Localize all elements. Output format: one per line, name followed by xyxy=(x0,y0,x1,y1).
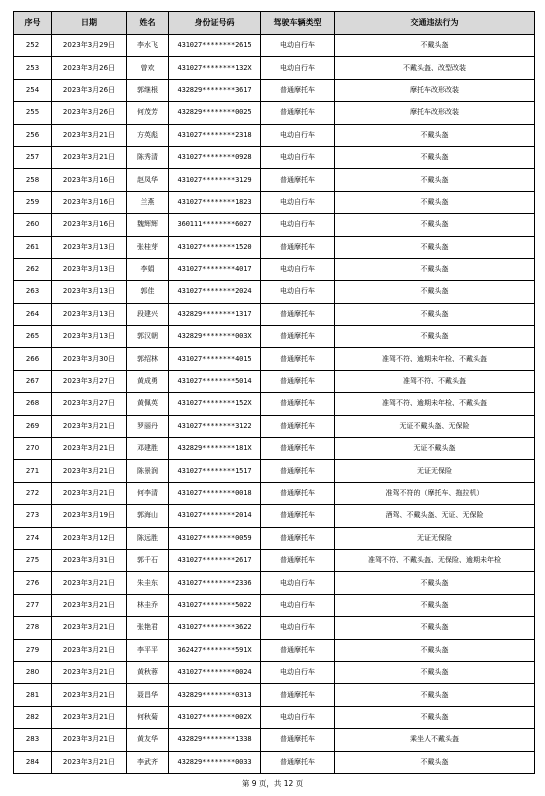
cell-id-number: 431027********1517 xyxy=(169,460,261,482)
cell-id-number: 432829********003X xyxy=(169,326,261,348)
cell-seq: 266 xyxy=(14,348,52,370)
cell-vehicle-type: 电动自行车 xyxy=(261,594,335,616)
cell-id-number: 432829********0033 xyxy=(169,751,261,773)
cell-seq: 255 xyxy=(14,102,52,124)
cell-vehicle-type: 普通摩托车 xyxy=(261,102,335,124)
cell-name: 朱圭东 xyxy=(127,572,169,594)
table-row xyxy=(14,572,535,594)
cell-violation: 无证无保险 xyxy=(335,460,535,482)
cell-id-number: 431027********1823 xyxy=(169,191,261,213)
cell-vehicle-type: 普通摩托车 xyxy=(261,326,335,348)
cell-vehicle-type: 电动自行车 xyxy=(261,191,335,213)
cell-vehicle-type: 电动自行车 xyxy=(261,146,335,168)
cell-date: 2023年3月26日 xyxy=(52,57,127,79)
cell-name: 郭海山 xyxy=(127,505,169,527)
table-row xyxy=(14,549,535,571)
cell-violation: 无证不戴头盔、无保险 xyxy=(335,415,535,437)
cell-violation: 不戴头盔 xyxy=(335,661,535,683)
page-footer: 第 9 页，共 12 页 xyxy=(241,779,304,788)
cell-seq: 257 xyxy=(14,146,52,168)
cell-violation: 摩托车改形改装 xyxy=(335,102,535,124)
cell-date: 2023年3月19日 xyxy=(52,505,127,527)
header-date: 日期 xyxy=(52,12,127,35)
table-row xyxy=(14,169,535,191)
cell-vehicle-type: 普通摩托车 xyxy=(261,505,335,527)
header-row xyxy=(14,12,535,35)
cell-seq: 256 xyxy=(14,124,52,146)
table-row xyxy=(14,258,535,280)
cell-id-number: 431027********3622 xyxy=(169,617,261,639)
cell-violation: 不戴头盔 xyxy=(335,146,535,168)
cell-violation: 不戴头盔 xyxy=(335,35,535,57)
table-row xyxy=(14,706,535,728)
table-row xyxy=(14,751,535,773)
cell-seq: 278 xyxy=(14,617,52,639)
cell-id-number: 431027********002X xyxy=(169,706,261,728)
cell-date: 2023年3月21日 xyxy=(52,684,127,706)
cell-date: 2023年3月30日 xyxy=(52,348,127,370)
cell-id-number: 431027********3122 xyxy=(169,415,261,437)
cell-seq: 275 xyxy=(14,549,52,571)
cell-seq: 253 xyxy=(14,57,52,79)
cell-date: 2023年3月21日 xyxy=(52,124,127,146)
cell-date: 2023年3月21日 xyxy=(52,729,127,751)
cell-id-number: 431027********152X xyxy=(169,393,261,415)
cell-vehicle-type: 电动自行车 xyxy=(261,214,335,236)
cell-vehicle-type: 普通摩托车 xyxy=(261,460,335,482)
cell-seq: 259 xyxy=(14,191,52,213)
cell-date: 2023年3月21日 xyxy=(52,639,127,661)
cell-id-number: 431027********0018 xyxy=(169,482,261,504)
cell-violation: 不戴头盔 xyxy=(335,236,535,258)
cell-seq: 276 xyxy=(14,572,52,594)
table-row xyxy=(14,594,535,616)
cell-date: 2023年3月13日 xyxy=(52,236,127,258)
cell-id-number: 360111********6027 xyxy=(169,214,261,236)
cell-date: 2023年3月26日 xyxy=(52,102,127,124)
cell-name: 陈秀清 xyxy=(127,146,169,168)
table-header xyxy=(14,12,535,35)
cell-id-number: 432829********3617 xyxy=(169,79,261,101)
cell-violation: 不戴头盔 xyxy=(335,639,535,661)
cell-date: 2023年3月13日 xyxy=(52,303,127,325)
cell-name: 曾欢 xyxy=(127,57,169,79)
table-row xyxy=(14,415,535,437)
cell-date: 2023年3月16日 xyxy=(52,214,127,236)
cell-id-number: 431027********2336 xyxy=(169,572,261,594)
cell-id-number: 432829********0025 xyxy=(169,102,261,124)
cell-name: 黄成勇 xyxy=(127,370,169,392)
cell-violation: 准驾不符的（摩托车、拖拉机） xyxy=(335,482,535,504)
cell-name: 郭千石 xyxy=(127,549,169,571)
header-seq: 序号 xyxy=(14,12,52,35)
cell-id-number: 432829********1317 xyxy=(169,303,261,325)
violation-records-table xyxy=(13,11,535,774)
table-row xyxy=(14,281,535,303)
cell-id-number: 431027********4015 xyxy=(169,348,261,370)
cell-seq: 280 xyxy=(14,661,52,683)
cell-vehicle-type: 普通摩托车 xyxy=(261,684,335,706)
cell-vehicle-type: 普通摩托车 xyxy=(261,639,335,661)
cell-vehicle-type: 电动自行车 xyxy=(261,617,335,639)
table-row xyxy=(14,236,535,258)
cell-vehicle-type: 电动自行车 xyxy=(261,124,335,146)
cell-violation: 酒驾、不戴头盔、无证、无保险 xyxy=(335,505,535,527)
cell-seq: 252 xyxy=(14,35,52,57)
cell-name: 段建兴 xyxy=(127,303,169,325)
table-row xyxy=(14,527,535,549)
cell-violation: 乘坐人不戴头盔 xyxy=(335,729,535,751)
cell-violation: 不戴头盔 xyxy=(335,617,535,639)
cell-date: 2023年3月21日 xyxy=(52,482,127,504)
cell-name: 何茂芳 xyxy=(127,102,169,124)
table-row xyxy=(14,214,535,236)
cell-name: 李平平 xyxy=(127,639,169,661)
cell-seq: 258 xyxy=(14,169,52,191)
cell-id-number: 431027********132X xyxy=(169,57,261,79)
cell-id-number: 431027********0024 xyxy=(169,661,261,683)
table-row xyxy=(14,348,535,370)
cell-seq: 269 xyxy=(14,415,52,437)
cell-seq: 261 xyxy=(14,236,52,258)
cell-id-number: 431027********2617 xyxy=(169,549,261,571)
cell-seq: 284 xyxy=(14,751,52,773)
cell-name: 郭佳 xyxy=(127,281,169,303)
table-row xyxy=(14,438,535,460)
cell-violation: 准驾不符、不戴头盔、无保险、逾期未年检 xyxy=(335,549,535,571)
cell-name: 李武齐 xyxy=(127,751,169,773)
table-row xyxy=(14,191,535,213)
cell-name: 林圭乔 xyxy=(127,594,169,616)
cell-seq: 270 xyxy=(14,438,52,460)
cell-date: 2023年3月27日 xyxy=(52,370,127,392)
cell-seq: 260 xyxy=(14,214,52,236)
cell-seq: 264 xyxy=(14,303,52,325)
cell-violation: 不戴头盔 xyxy=(335,214,535,236)
cell-vehicle-type: 电动自行车 xyxy=(261,258,335,280)
cell-violation: 不戴头盔 xyxy=(335,326,535,348)
table-row xyxy=(14,326,535,348)
cell-name: 魏辉辉 xyxy=(127,214,169,236)
cell-vehicle-type: 普通摩托车 xyxy=(261,482,335,504)
cell-violation: 无证不戴头盔 xyxy=(335,438,535,460)
table-row xyxy=(14,661,535,683)
cell-id-number: 431027********4017 xyxy=(169,258,261,280)
cell-date: 2023年3月16日 xyxy=(52,169,127,191)
cell-date: 2023年3月16日 xyxy=(52,191,127,213)
cell-vehicle-type: 普通摩托车 xyxy=(261,236,335,258)
cell-seq: 267 xyxy=(14,370,52,392)
table-row xyxy=(14,639,535,661)
cell-violation: 准驾不符、逾期未年检、不戴头盔 xyxy=(335,348,535,370)
cell-seq: 254 xyxy=(14,79,52,101)
cell-id-number: 432829********0313 xyxy=(169,684,261,706)
cell-seq: 279 xyxy=(14,639,52,661)
cell-vehicle-type: 普通摩托车 xyxy=(261,438,335,460)
cell-name: 郭绍林 xyxy=(127,348,169,370)
cell-vehicle-type: 普通摩托车 xyxy=(261,370,335,392)
cell-name: 赵凤华 xyxy=(127,169,169,191)
cell-vehicle-type: 普通摩托车 xyxy=(261,303,335,325)
table-row xyxy=(14,303,535,325)
cell-violation: 不戴头盔 xyxy=(335,684,535,706)
cell-name: 张艳君 xyxy=(127,617,169,639)
table-row xyxy=(14,729,535,751)
cell-date: 2023年3月21日 xyxy=(52,751,127,773)
cell-id-number: 431027********5014 xyxy=(169,370,261,392)
table-row xyxy=(14,482,535,504)
cell-vehicle-type: 普通摩托车 xyxy=(261,393,335,415)
table-row xyxy=(14,505,535,527)
cell-date: 2023年3月21日 xyxy=(52,460,127,482)
cell-seq: 268 xyxy=(14,393,52,415)
cell-id-number: 431027********1520 xyxy=(169,236,261,258)
cell-violation: 不戴头盔 xyxy=(335,258,535,280)
cell-violation: 不戴头盔 xyxy=(335,169,535,191)
cell-seq: 273 xyxy=(14,505,52,527)
cell-vehicle-type: 普通摩托车 xyxy=(261,729,335,751)
table-row xyxy=(14,124,535,146)
header-violation: 交通违法行为 xyxy=(335,12,535,35)
cell-id-number: 431027********2014 xyxy=(169,505,261,527)
table-row xyxy=(14,684,535,706)
table-row xyxy=(14,617,535,639)
cell-name: 黄佩英 xyxy=(127,393,169,415)
table-row xyxy=(14,393,535,415)
cell-date: 2023年3月21日 xyxy=(52,572,127,594)
header-vehicle-type: 驾驶车辆类型 xyxy=(261,12,335,35)
cell-date: 2023年3月13日 xyxy=(52,326,127,348)
table-row xyxy=(14,79,535,101)
cell-violation: 无证无保险 xyxy=(335,527,535,549)
cell-seq: 263 xyxy=(14,281,52,303)
cell-id-number: 431027********2615 xyxy=(169,35,261,57)
cell-date: 2023年3月13日 xyxy=(52,258,127,280)
cell-id-number: 431027********5022 xyxy=(169,594,261,616)
cell-date: 2023年3月21日 xyxy=(52,706,127,728)
cell-seq: 282 xyxy=(14,706,52,728)
cell-name: 李水飞 xyxy=(127,35,169,57)
cell-date: 2023年3月29日 xyxy=(52,35,127,57)
cell-seq: 272 xyxy=(14,482,52,504)
cell-violation: 不戴头盔 xyxy=(335,124,535,146)
cell-violation: 不戴头盔 xyxy=(335,281,535,303)
header-name: 姓名 xyxy=(127,12,169,35)
cell-name: 兰燕 xyxy=(127,191,169,213)
cell-vehicle-type: 普通摩托车 xyxy=(261,527,335,549)
cell-violation: 摩托车改形改装 xyxy=(335,79,535,101)
cell-violation: 不戴头盔 xyxy=(335,191,535,213)
cell-name: 何秋菊 xyxy=(127,706,169,728)
cell-date: 2023年3月13日 xyxy=(52,281,127,303)
table-row xyxy=(14,146,535,168)
cell-name: 黄秋蓉 xyxy=(127,661,169,683)
cell-vehicle-type: 电动自行车 xyxy=(261,661,335,683)
cell-name: 李娟 xyxy=(127,258,169,280)
cell-violation: 不戴头盔、改型改装 xyxy=(335,57,535,79)
cell-violation: 不戴头盔 xyxy=(335,572,535,594)
table-row xyxy=(14,35,535,57)
table-row xyxy=(14,102,535,124)
cell-vehicle-type: 电动自行车 xyxy=(261,57,335,79)
cell-name: 郭汉朝 xyxy=(127,326,169,348)
cell-date: 2023年3月27日 xyxy=(52,393,127,415)
cell-id-number: 431027********0059 xyxy=(169,527,261,549)
cell-violation: 准驾不符、不戴头盔 xyxy=(335,370,535,392)
cell-name: 方英彪 xyxy=(127,124,169,146)
cell-vehicle-type: 电动自行车 xyxy=(261,281,335,303)
cell-name: 黄友华 xyxy=(127,729,169,751)
cell-seq: 271 xyxy=(14,460,52,482)
cell-violation: 不戴头盔 xyxy=(335,751,535,773)
cell-date: 2023年3月31日 xyxy=(52,549,127,571)
cell-vehicle-type: 普通摩托车 xyxy=(261,169,335,191)
cell-seq: 274 xyxy=(14,527,52,549)
cell-name: 郭继根 xyxy=(127,79,169,101)
cell-violation: 准驾不符、逾期未年检、不戴头盔 xyxy=(335,393,535,415)
cell-vehicle-type: 普通摩托车 xyxy=(261,348,335,370)
cell-id-number: 431027********0928 xyxy=(169,146,261,168)
cell-violation: 不戴头盔 xyxy=(335,594,535,616)
cell-name: 张桂芽 xyxy=(127,236,169,258)
cell-id-number: 362427********591X xyxy=(169,639,261,661)
cell-seq: 281 xyxy=(14,684,52,706)
cell-vehicle-type: 普通摩托车 xyxy=(261,751,335,773)
cell-seq: 265 xyxy=(14,326,52,348)
cell-id-number: 431027********3129 xyxy=(169,169,261,191)
cell-date: 2023年3月21日 xyxy=(52,617,127,639)
cell-name: 聂昌华 xyxy=(127,684,169,706)
cell-seq: 277 xyxy=(14,594,52,616)
cell-id-number: 432829********181X xyxy=(169,438,261,460)
cell-vehicle-type: 普通摩托车 xyxy=(261,415,335,437)
cell-vehicle-type: 普通摩托车 xyxy=(261,549,335,571)
cell-seq: 262 xyxy=(14,258,52,280)
table-row xyxy=(14,460,535,482)
cell-date: 2023年3月21日 xyxy=(52,146,127,168)
cell-vehicle-type: 电动自行车 xyxy=(261,572,335,594)
table-body xyxy=(14,35,535,774)
table-row xyxy=(14,370,535,392)
cell-name: 陈景润 xyxy=(127,460,169,482)
cell-name: 罗丽丹 xyxy=(127,415,169,437)
cell-violation: 不戴头盔 xyxy=(335,303,535,325)
cell-id-number: 432829********1338 xyxy=(169,729,261,751)
cell-vehicle-type: 电动自行车 xyxy=(261,35,335,57)
table-row xyxy=(14,57,535,79)
cell-name: 何李清 xyxy=(127,482,169,504)
cell-vehicle-type: 电动自行车 xyxy=(261,706,335,728)
cell-vehicle-type: 普通摩托车 xyxy=(261,79,335,101)
cell-date: 2023年3月12日 xyxy=(52,527,127,549)
cell-date: 2023年3月21日 xyxy=(52,415,127,437)
cell-date: 2023年3月21日 xyxy=(52,438,127,460)
cell-violation: 不戴头盔 xyxy=(335,706,535,728)
cell-id-number: 431027********2318 xyxy=(169,124,261,146)
cell-date: 2023年3月26日 xyxy=(52,79,127,101)
cell-name: 邓建胜 xyxy=(127,438,169,460)
cell-name: 陈远胜 xyxy=(127,527,169,549)
cell-date: 2023年3月21日 xyxy=(52,594,127,616)
cell-seq: 283 xyxy=(14,729,52,751)
cell-date: 2023年3月21日 xyxy=(52,661,127,683)
cell-id-number: 431027********2024 xyxy=(169,281,261,303)
header-id-number: 身份证号码 xyxy=(169,12,261,35)
